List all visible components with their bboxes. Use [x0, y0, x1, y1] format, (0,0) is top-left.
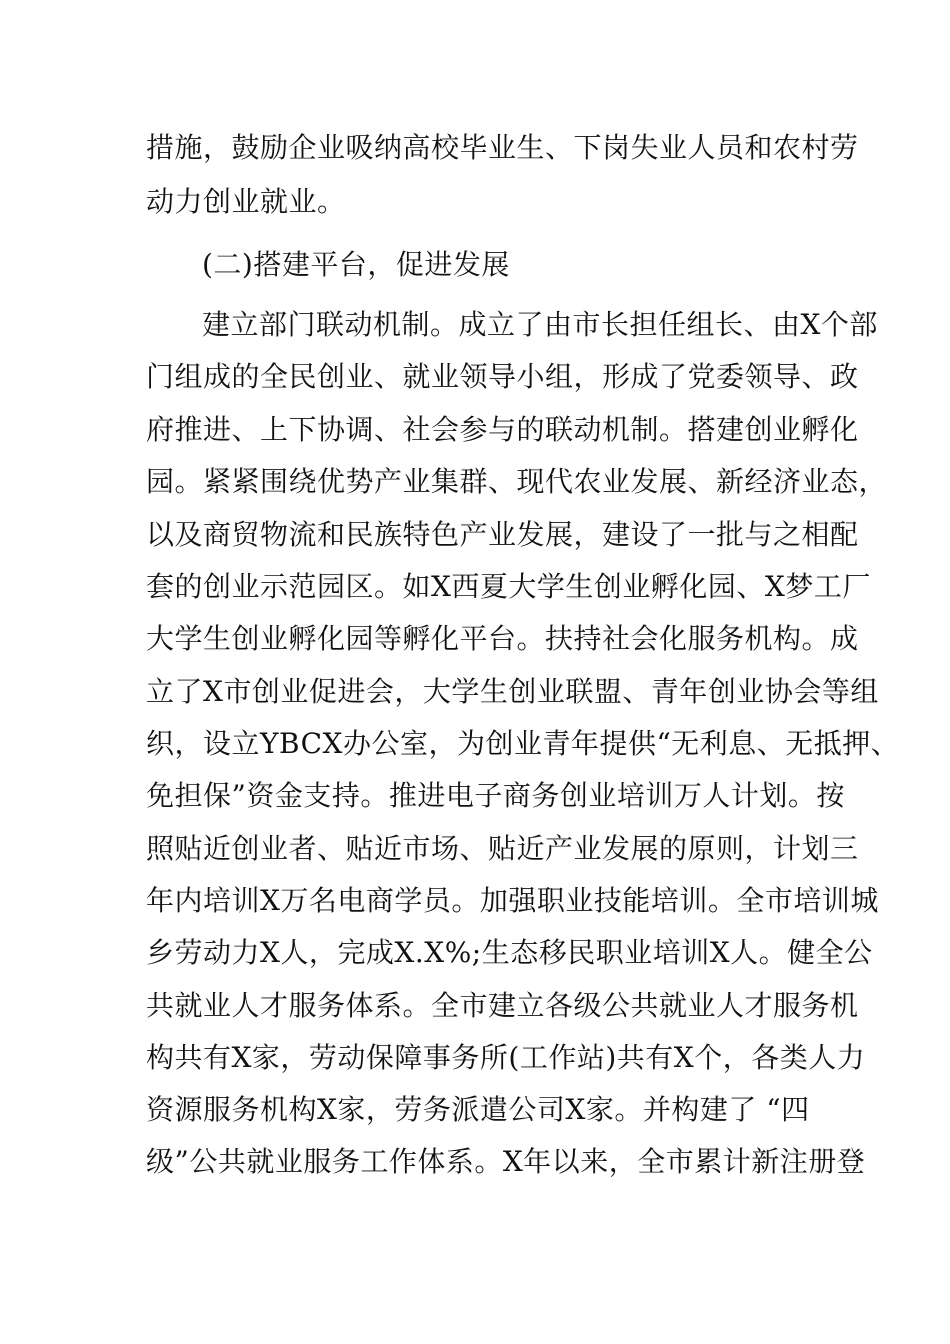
paragraph-1-line-1: 措施，鼓励企业吸纳高校毕业生、下岗失业人员和农村劳: [146, 131, 859, 164]
paragraph-2-line-15: 构共有X家，劳动保障事务所(工作站)共有X个，各类人力: [146, 1041, 866, 1074]
paragraph-2-line-7: 大学生创业孵化园等孵化平台。扶持社会化服务机构。成: [146, 622, 859, 655]
paragraph-2-line-8: 立了X市创业促进会，大学生创业联盟、青年创业协会等组: [146, 675, 879, 708]
paragraph-2-line-5: 以及商贸物流和民族特色产业发展，建设了一批与之相配: [146, 518, 859, 551]
paragraph-2-line-2: 门组成的全民创业、就业领导小组，形成了党委领导、政: [146, 360, 859, 393]
paragraph-2-line-13: 乡劳动力X人，完成X.X%;生态移民职业培训X人。健全公: [146, 936, 873, 969]
section-heading: (二)搭建平台，促进发展: [202, 248, 510, 281]
paragraph-2-line-4: 园。紧紧围绕优势产业集群、现代农业发展、新经济业态，: [146, 465, 888, 498]
paragraph-2-line-3: 府推进、上下协调、社会参与的联动机制。搭建创业孵化: [146, 413, 859, 446]
paragraph-2-line-1: 建立部门联动机制。成立了由市长担任组长、由X个部: [202, 308, 878, 341]
paragraph-2-line-17: 级”公共就业服务工作体系。X年以来，全市累计新注册登: [146, 1145, 866, 1178]
paragraph-2-line-6: 套的创业示范园区。如X西夏大学生创业孵化园、X梦工厂: [146, 570, 871, 603]
paragraph-2-line-16: 资源服务机构X家，劳务派遣公司X家。并构建了 “四: [146, 1093, 810, 1126]
paragraph-2-line-11: 照贴近创业者、贴近市场、贴近产业发展的原则，计划三: [146, 832, 859, 865]
paragraph-2-line-14: 共就业人才服务体系。全市建立各级公共就业人才服务机: [146, 989, 859, 1022]
paragraph-2-line-12: 年内培训X万名电商学员。加强职业技能培训。全市培训城: [146, 884, 879, 917]
paragraph-2-line-9: 织，设立YBCX办公室，为创业青年提供“无利息、无抵押、: [146, 727, 900, 760]
paragraph-2-line-10: 免担保”资金支持。推进电子商务创业培训万人计划。按: [146, 779, 845, 812]
paragraph-1-line-2: 动力创业就业。: [146, 185, 346, 218]
